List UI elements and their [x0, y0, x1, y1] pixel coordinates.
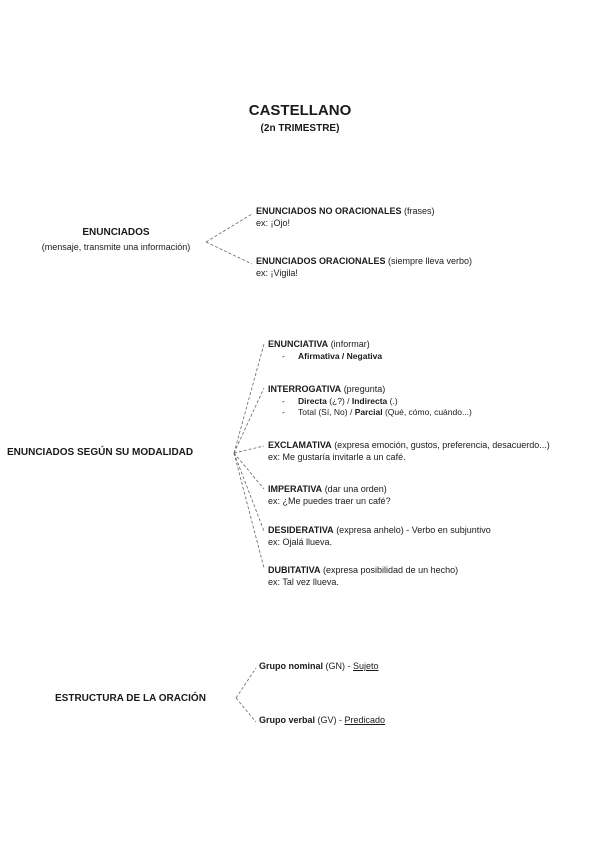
connector-line — [234, 453, 264, 531]
bullet-bold: Directa — [298, 396, 327, 406]
group-head: Grupo verbal — [259, 715, 316, 725]
group-role: Predicado — [344, 715, 386, 725]
dubitativa-heading — [268, 564, 458, 576]
bullet-text: Afirmativa / Negativa — [298, 351, 383, 361]
branch-oracionales — [256, 255, 472, 267]
example-oracionales: ex: ¡Vigila! — [256, 268, 298, 278]
type-note: (expresa posibilidad de un hecho) — [323, 565, 459, 575]
enunciados-note: (mensaje, transmite una información) — [41, 242, 191, 252]
bullet-text: (Qué, cómo, cuándo...) — [382, 407, 472, 417]
connector-line — [234, 453, 264, 489]
branch-note: (frases) — [404, 206, 435, 216]
type-head: DUBITATIVA — [268, 565, 321, 575]
type-note: (expresa anhelo) - Verbo en subjuntivo — [336, 525, 491, 535]
connector-line — [236, 698, 256, 722]
group-role: Sujeto — [353, 661, 379, 671]
type-head: EXCLAMATIVA — [268, 440, 332, 450]
example-no-oracionales: ex: ¡Ojo! — [256, 218, 291, 228]
type-note: (informar) — [330, 339, 370, 349]
type-head: INTERROGATIVA — [268, 384, 342, 394]
group-head: Grupo nominal — [259, 661, 323, 671]
enunciativa-heading — [268, 338, 370, 350]
grupo-verbal — [259, 714, 385, 726]
page-subtitle: (2n TRIMESTRE) — [260, 123, 340, 134]
connector-line — [234, 446, 264, 453]
bullet-bold: Indirecta — [351, 396, 388, 406]
bullet-text: (.) — [387, 396, 398, 406]
branch-head: ENUNCIADOS NO ORACIONALES — [256, 206, 402, 216]
dubitativa-example: ex: Tal vez llueva. — [268, 577, 339, 587]
bullet-bold: Parcial — [354, 407, 383, 417]
enunciados-node: ENUNCIADOS — [82, 227, 150, 238]
group-note: (GN) - — [323, 661, 353, 671]
branch-head: ENUNCIADOS ORACIONALES — [256, 256, 386, 266]
type-note: (dar una orden) — [324, 484, 387, 494]
type-head: DESIDERATIVA — [268, 525, 334, 535]
desiderativa-heading — [268, 524, 491, 536]
type-note: (pregunta) — [343, 384, 386, 394]
interrogativa-heading — [268, 383, 385, 395]
interrogativa-bullet-directa: - Directa (¿?) / Indirecta (.) — [282, 396, 398, 406]
bullet-text: Total (Sí, No) / — [298, 407, 355, 417]
interrogativa-bullet-total: - Total (Sí, No) / Parcial (Qué, cómo, cuándo...) — [282, 407, 472, 417]
branch-no-oracionales — [256, 205, 435, 217]
estructura-node: ESTRUCTURA DE LA ORACIÓN — [55, 693, 206, 704]
type-head: ENUNCIATIVA — [268, 339, 329, 349]
type-note: (expresa emoción, gustos, preferencia, desacuerdo...) — [334, 440, 550, 450]
imperativa-heading — [268, 483, 387, 495]
page-title: CASTELLANO — [248, 102, 352, 119]
modalidad-node: ENUNCIADOS SEGÚN SU MODALIDAD — [7, 447, 194, 458]
branch-note: (siempre lleva verbo) — [388, 256, 473, 266]
enunciativa-bullet: - Afirmativa / Negativa — [282, 351, 383, 361]
connector-line — [234, 453, 264, 568]
desiderativa-example: ex: Ojalá llueva. — [268, 537, 333, 547]
bullet-text: (¿?) / — [326, 396, 352, 406]
group-note: (GV) - — [315, 715, 345, 725]
exclamativa-example: ex: Me gustaría invitarle a un café. — [268, 452, 406, 462]
imperativa-example: ex: ¿Me puedes traer un café? — [268, 496, 391, 506]
type-head: IMPERATIVA — [268, 484, 323, 494]
grupo-nominal — [259, 660, 379, 672]
exclamativa-heading — [268, 439, 550, 451]
connector-line — [236, 668, 256, 698]
